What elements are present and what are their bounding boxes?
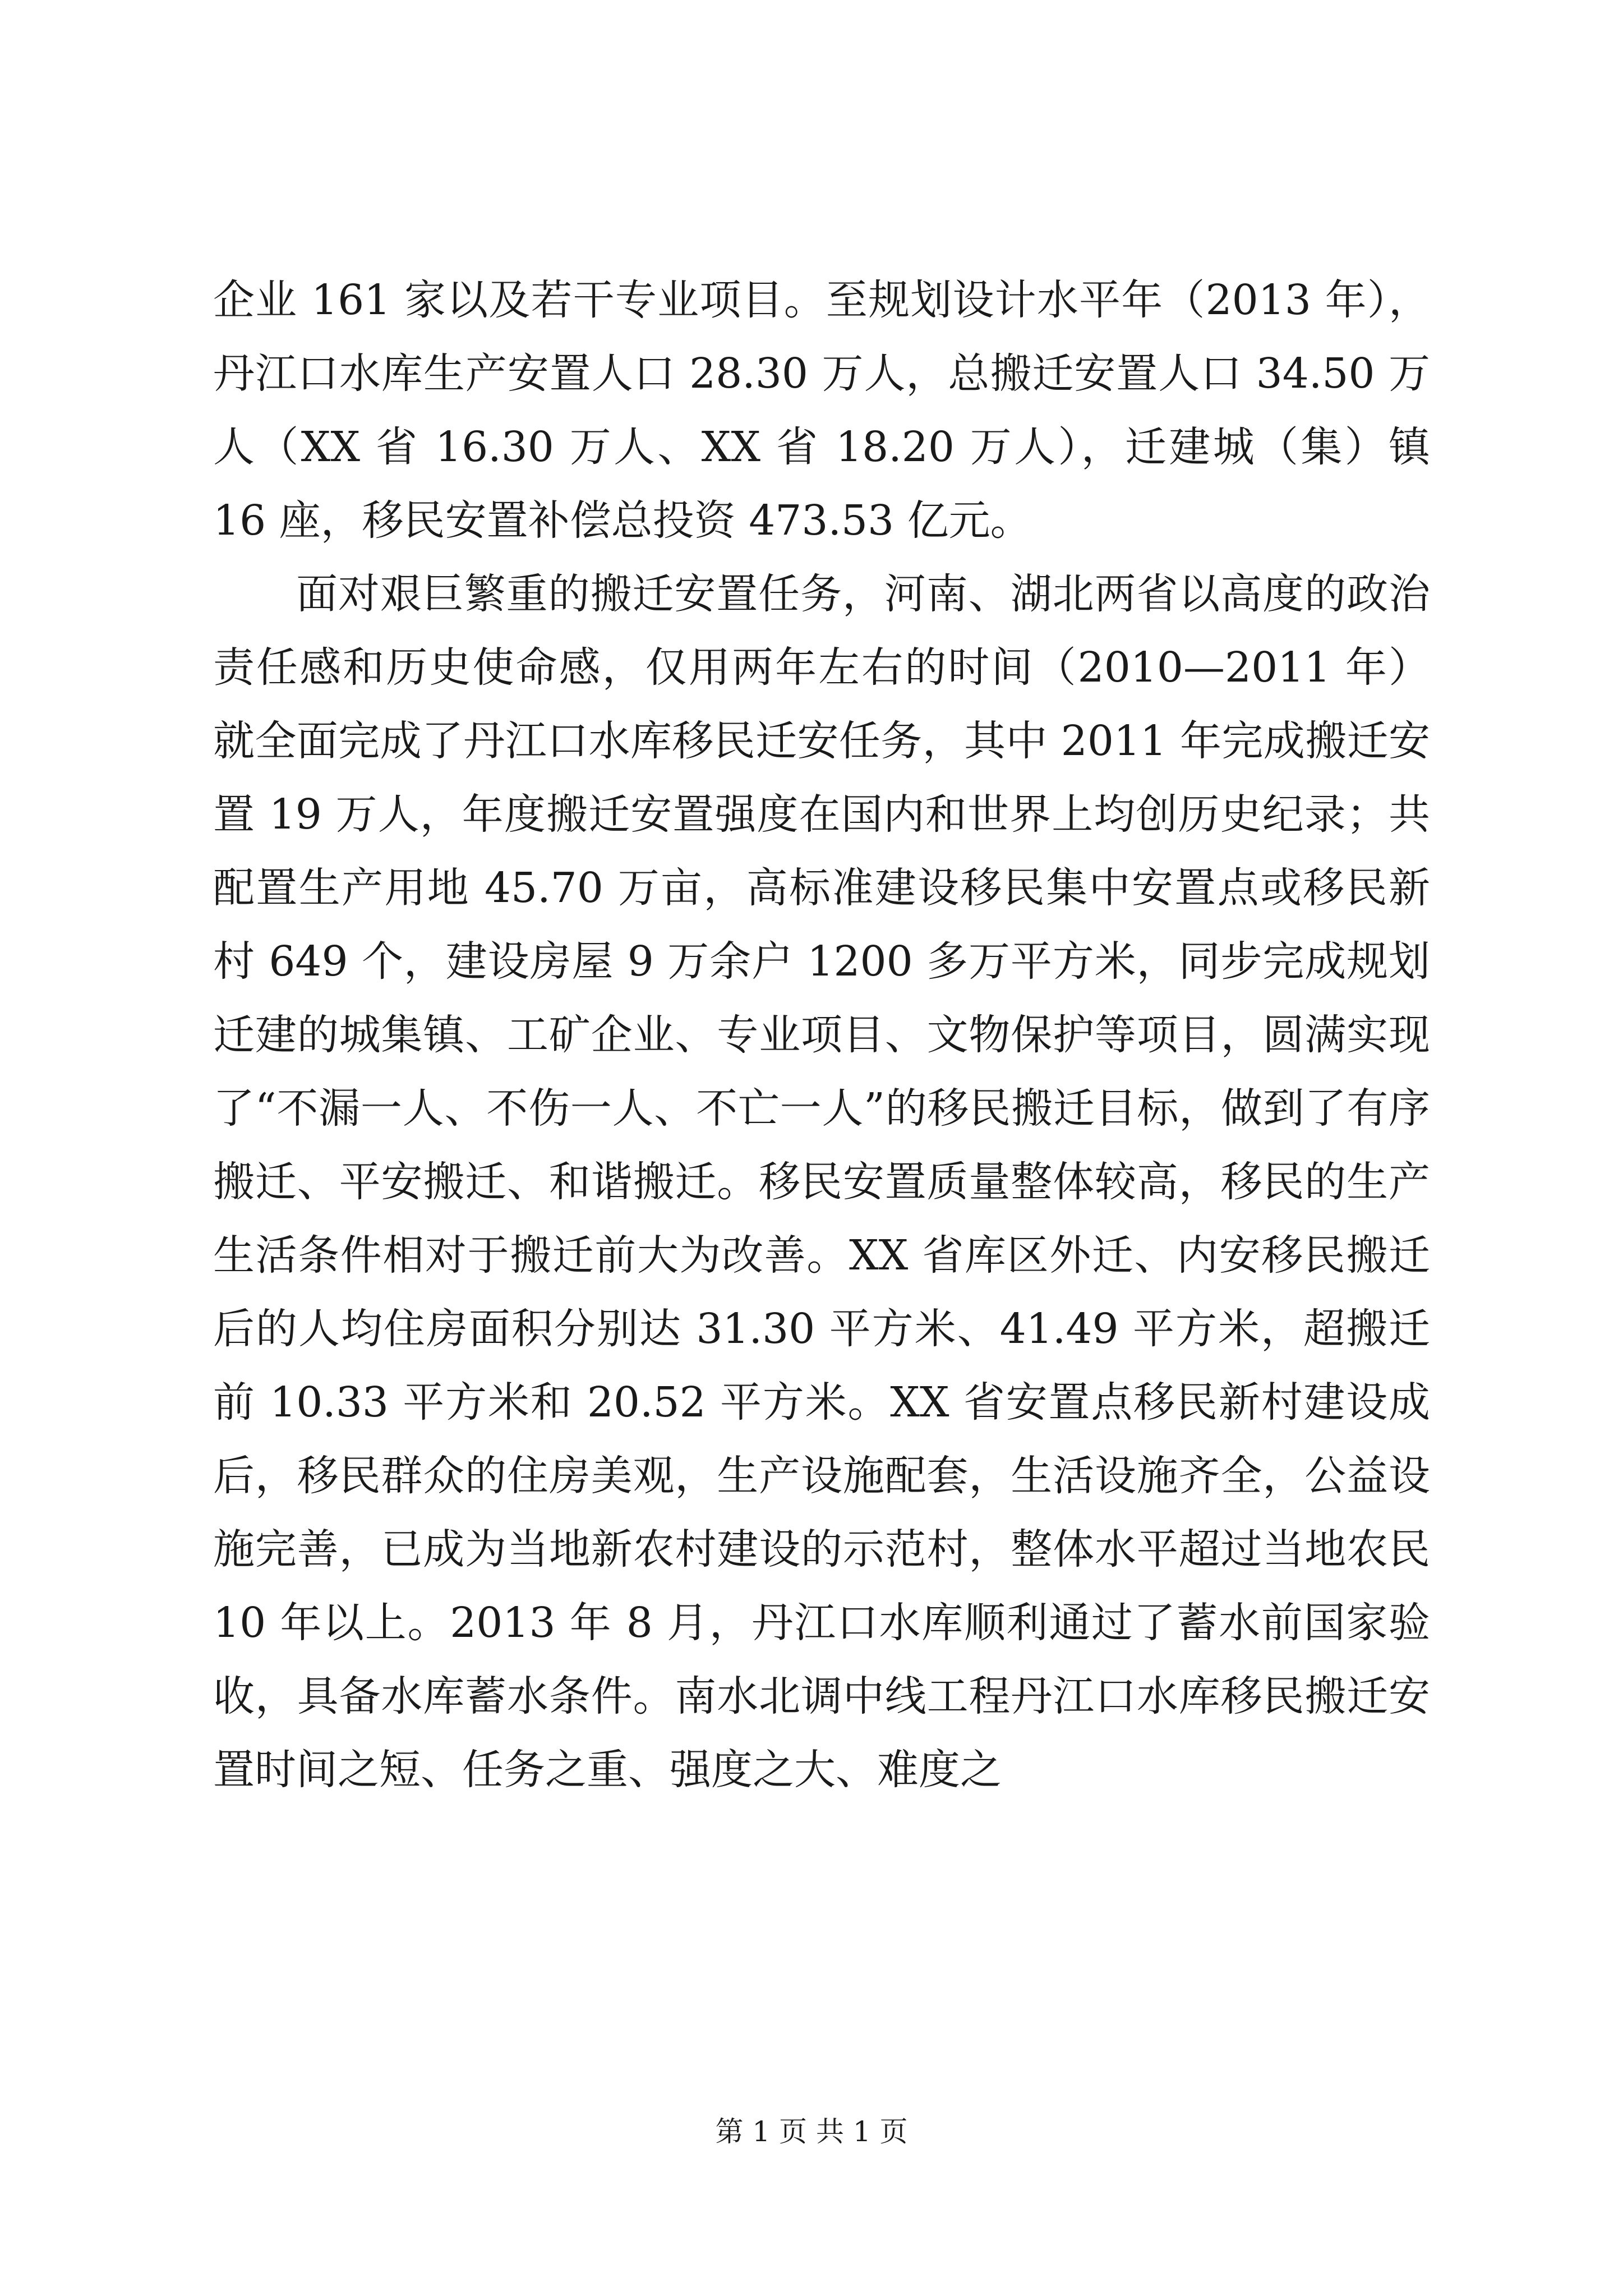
page-footer: 第 1 页 共 1 页 <box>715 2115 908 2148</box>
paragraph-1: 企业 161 家以及若干专业项目。至规划设计水平年（2013 年），丹江口水库生产安置人口 28.30 万人，总搬迁安置人口 34.50 万人（XX 省 16.30 万人、XX 省 18.20 万人），迁建城（集）镇 16 座，移民安置补偿总投资 473.53 亿元。 <box>213 276 1430 545</box>
body-text <box>213 264 1430 1807</box>
paragraph-2: 面对艰巨繁重的搬迁安置任务，河南、湖北两省以高度的政治责任感和历史使命感，仅用两年左右的时间（2010—2011 年）就全面完成了丹江口水库移民迁安任务，其中 2011 年完成搬迁安置 19 万人，年度搬迁安置强度在国内和世界上均创历史纪录；共配置生产用地 45.70 万亩，高标准建设移民集中安置点或移民新村 649 个，建设房屋 9 万余户 1200 多万平方米，同步完成规划迁建的城集镇、工矿企业、专业项目、文物保护等项目，圆满实现了“不漏一人、不伤一人、不亡一人”的移民搬迁目标，做到了有序搬迁、平安搬迁、和谐搬迁。移民安置质量整体较高，移民的生产生活条件相对于搬迁前大为改善。XX 省库区外迁、内安移民搬迁后的人均住房面积分别达 31.30 平方米、41.49 平方米，超搬迁前 10.33 平方米和 20.52 平方米。XX 省安置点移民新村建设成后，移民群众的住房美观，生产设施配套，生活设施齐全，公益设施完善，已成为当地新农村建设的示范村，整体水平超过当地农民 10 年以上。2013 年 8 月，丹江口水库顺利通过了蓄水前国家验收，具备水库蓄水条件。南水北调中线工程丹江口水库移民搬迁安置时间之短、任务之重、强度之大、难度之 <box>213 570 1430 1794</box>
